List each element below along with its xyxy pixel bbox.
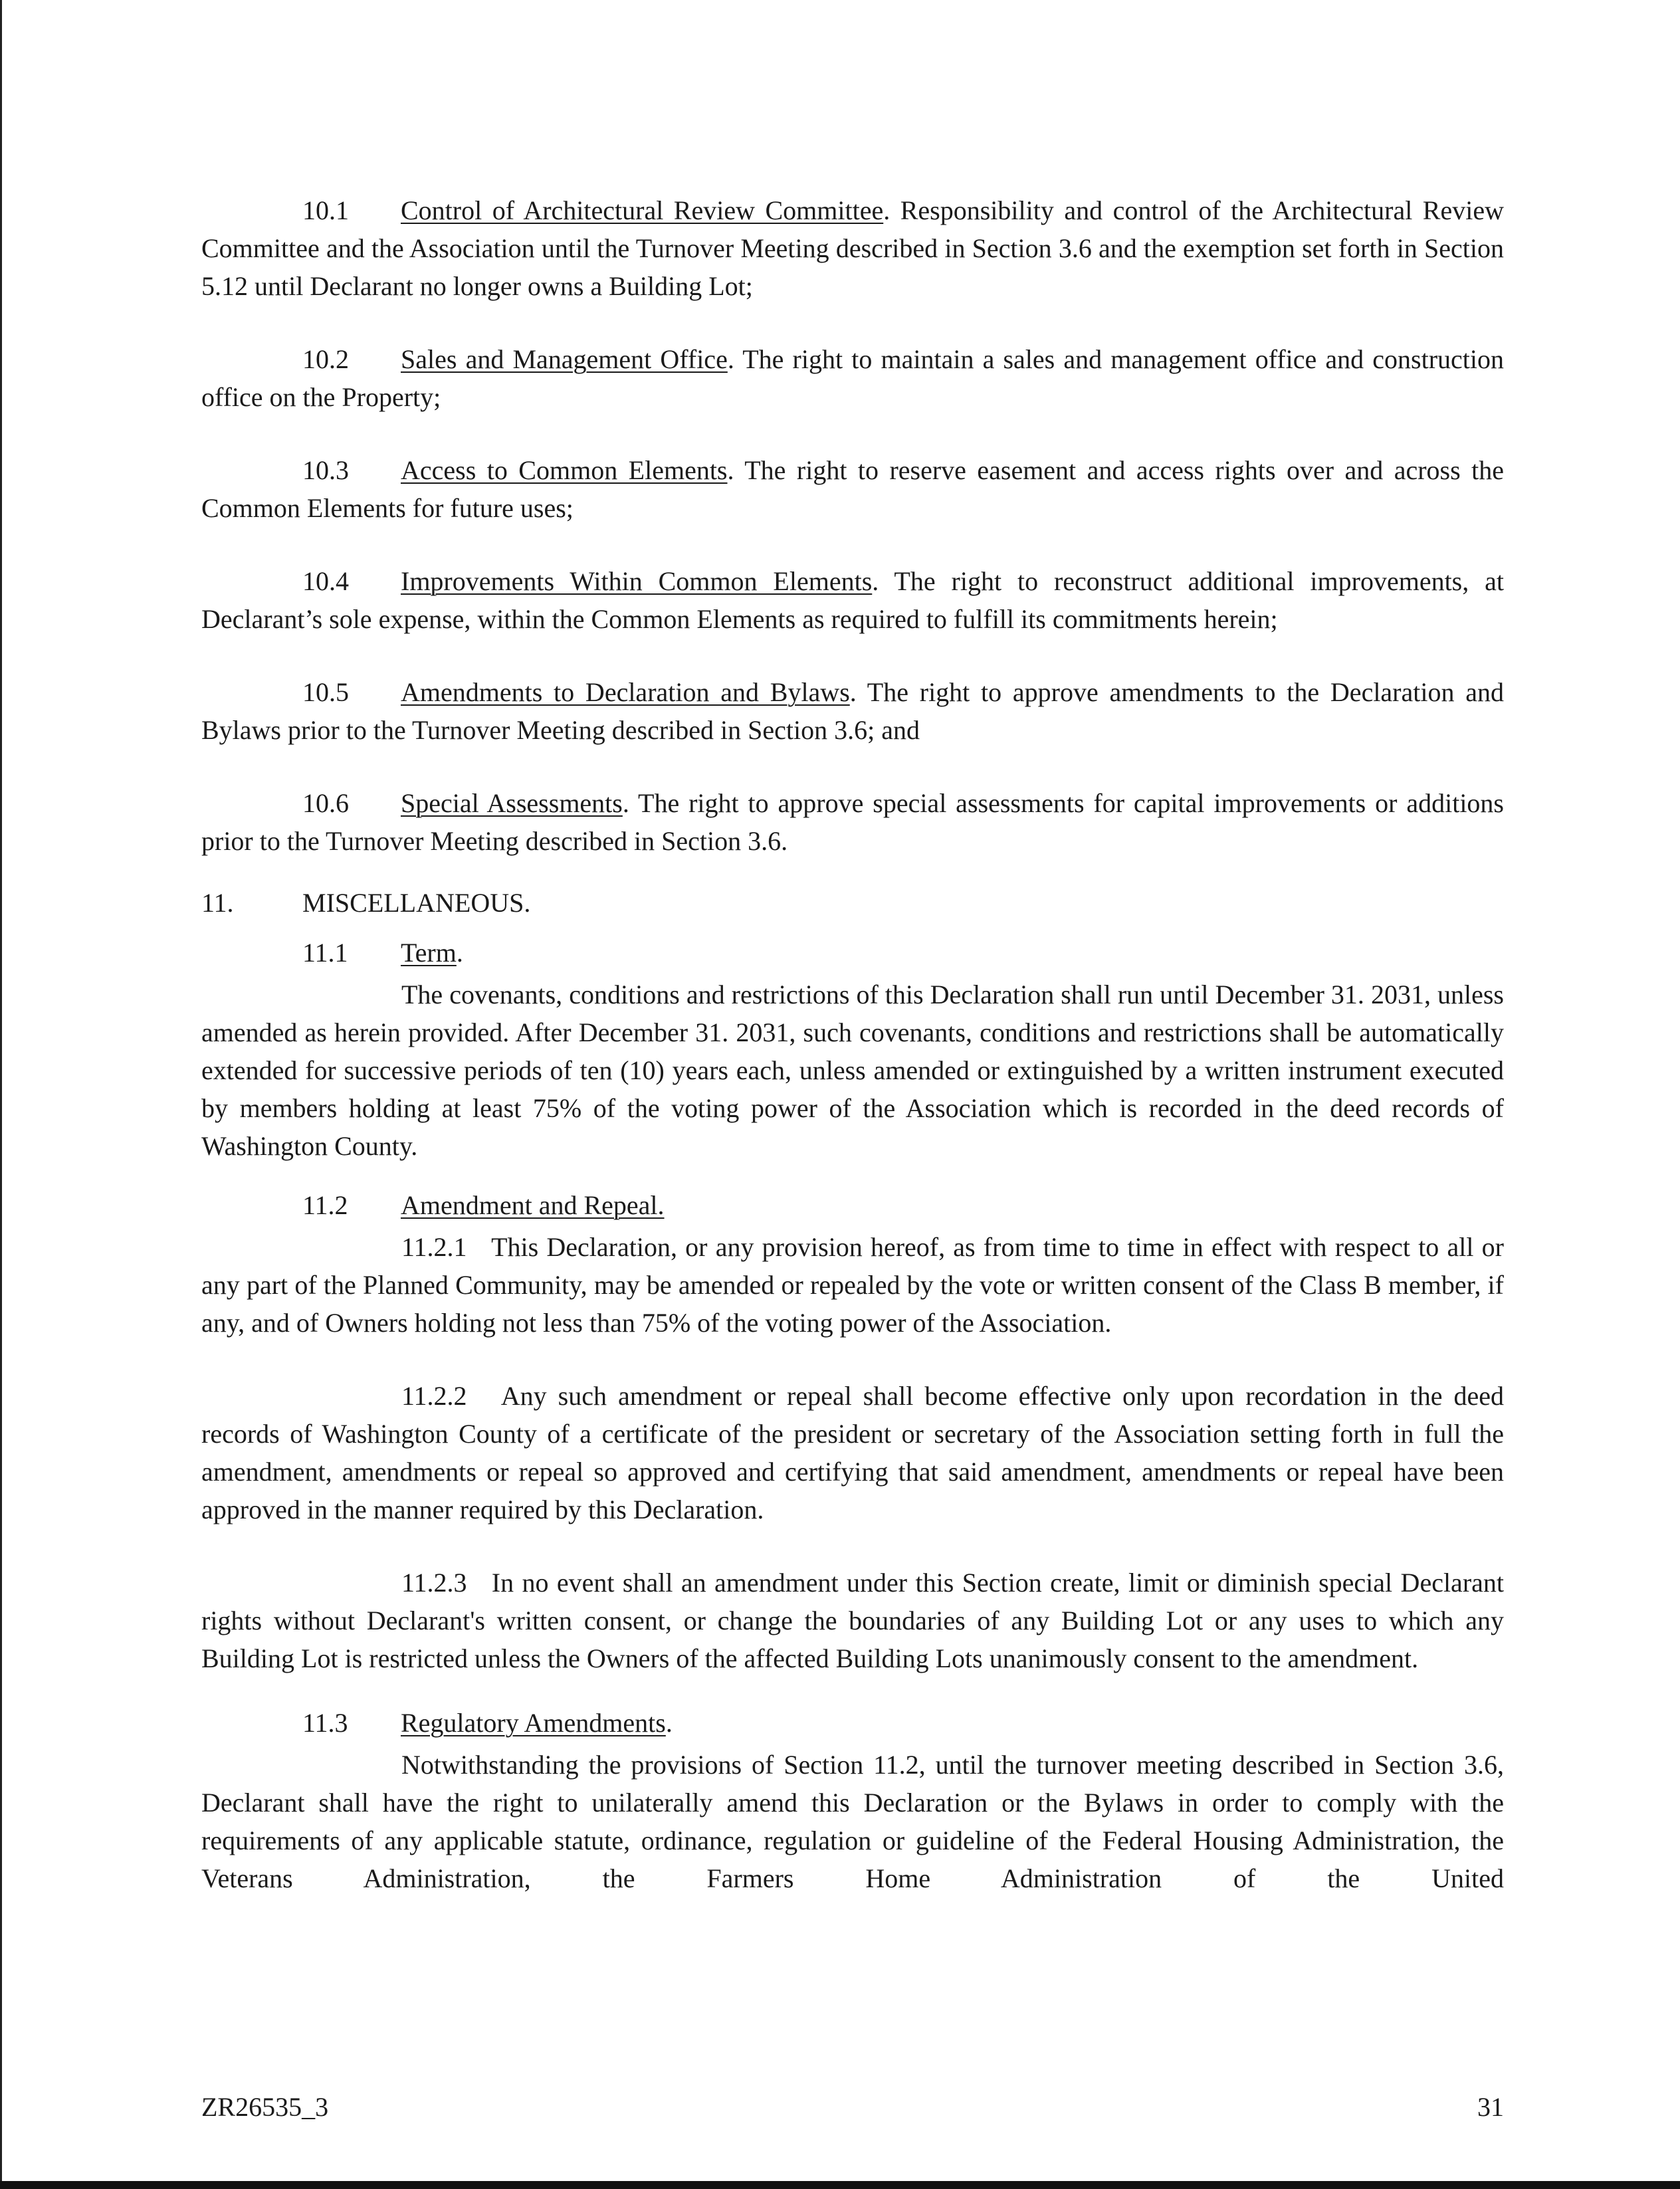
- section-title-suffix: .: [665, 1708, 673, 1738]
- section-10-4: [201, 562, 1504, 638]
- section-title: Improvements Within Common Elements: [401, 566, 873, 596]
- section-title: MISCELLANEOUS.: [302, 888, 531, 918]
- section-title: Amendment and Repeal.: [401, 1190, 665, 1220]
- section-number: 11.2.3: [401, 1568, 467, 1598]
- section-10-2: [201, 340, 1504, 416]
- section-text: . Responsibility and control of the Architectural Review Committee and the Association until the Turnover Meeting described in Section 3.6 and the exemption set forth in Section 5.12 until Declarant no longer owns a Building Lot;: [201, 195, 1504, 301]
- section-11-3-heading: [201, 1704, 1504, 1742]
- page-number: 31: [1477, 2092, 1504, 2122]
- document-id: ZR26535_3: [201, 2092, 329, 2122]
- section-text: . The right to reconstruct additional improvements, at Declarant’s sole expense, within the Common Elements as required to fulfill its commitments herein;: [201, 566, 1505, 634]
- page-edge-bottom: [0, 2181, 1680, 2189]
- section-number: 10.4: [302, 566, 349, 596]
- section-11-1-text: The covenants, conditions and restrictions of this Declaration shall run until December 31. 2031, unless amended as herein provided. After December 31. 2031, such covenants, conditions and restrictions shall be automatically extended for successive periods of ten (10) years each, unless amended or extinguished by a written instrument executed by members holding at least 75% of the voting power of the Association which is recorded in the deed records of Washington County.: [201, 980, 1504, 1161]
- section-title: Access to Common Elements: [401, 455, 728, 485]
- section-number: 10.2: [302, 344, 349, 374]
- section-number: 10.1: [302, 195, 349, 225]
- section-11-1-heading: [201, 934, 1504, 972]
- section-text: . The right to reserve easement and access rights over and across the Common Elements for future uses;: [201, 455, 1505, 523]
- section-number: 11.1: [302, 938, 348, 968]
- section-title-suffix: .: [456, 938, 463, 968]
- section-title: Term: [401, 938, 457, 968]
- section-title: Special Assessments: [401, 788, 623, 818]
- section-text: Any such amendment or repeal shall become effective only upon recordation in the deed records of Washington County of a certificate of the president or secretary of the Association setting forth in full the amendment, amendments or repeal so approved and certifying that said amendment, amendments or repeal have been approved in the manner required by this Declaration.: [201, 1381, 1505, 1524]
- section-text: . The right to maintain a sales and management office and construction office on the Property;: [201, 344, 1505, 412]
- section-10-6: [201, 784, 1504, 860]
- section-number: 10.6: [302, 788, 349, 818]
- section-text: . The right to approve special assessments for capital improvements or additions prior to the Turnover Meeting described in Section 3.6.: [201, 788, 1504, 856]
- section-number: 11.2.1: [401, 1232, 467, 1262]
- section-11-3-text: Notwithstanding the provisions of Section 11.2, until the turnover meeting described in Section 3.6, Declarant shall have the right to unilaterally amend this Declaration or the Bylaws in order to comply with the requirements of any applicable statute, ordinance, regulation or guideline of the Federal Housing Administration, the Veterans Administration, the Farmers Home Administration of the United: [201, 1750, 1504, 1893]
- section-number: 11.: [201, 888, 234, 918]
- section-11-2-1: [201, 1228, 1504, 1342]
- section-text: In no event shall an amendment under this Section create, limit or diminish special Declarant rights without Declarant's written consent, or change the boundaries of any Building Lot or any uses to which any Building Lot is restricted unless the Owners of the affected Building Lots unanimously consent to the amendment.: [201, 1568, 1505, 1673]
- section-number: 11.3: [302, 1708, 348, 1738]
- section-number: 10.5: [302, 677, 349, 707]
- section-11-2-3: [201, 1564, 1504, 1677]
- section-title: Amendments to Declaration and Bylaws: [401, 677, 850, 707]
- document-body: [201, 191, 1504, 1897]
- page-edge-left: [0, 0, 2, 2181]
- section-11-2-heading: [201, 1186, 1504, 1224]
- section-title: Control of Architectural Review Committee: [401, 195, 884, 225]
- section-number: 10.3: [302, 455, 349, 485]
- section-title: Sales and Management Office: [401, 344, 728, 374]
- section-10-3: [201, 451, 1504, 527]
- section-11-heading: [201, 884, 1504, 922]
- section-text: . The right to approve amendments to the Declaration and Bylaws prior to the Turnover Meeting described in Section 3.6; and: [201, 677, 1504, 745]
- section-text: This Declaration, or any provision hereof, as from time to time in effect with respect to all or any part of the Planned Community, may be amended or repealed by the vote or written consent of the Class B member, if any, and of Owners holding not less than 75% of the voting power of the Association.: [201, 1232, 1504, 1338]
- section-number: 11.2: [302, 1190, 348, 1220]
- section-number: 11.2.2: [401, 1381, 467, 1411]
- section-10-1: [201, 191, 1504, 305]
- section-11-2-2: [201, 1377, 1504, 1528]
- section-title: Regulatory Amendments: [401, 1708, 666, 1738]
- section-10-5: [201, 673, 1504, 749]
